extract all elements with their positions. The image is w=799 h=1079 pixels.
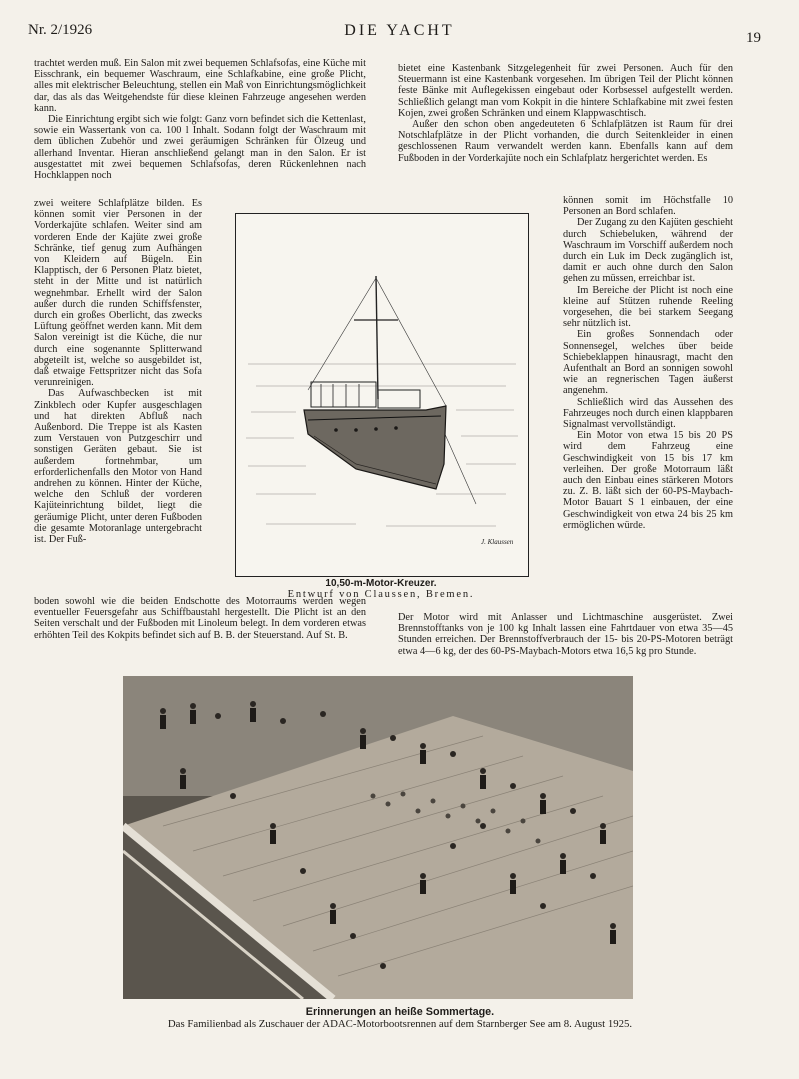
- left-column-top: [34, 58, 366, 181]
- issue-number: Nr. 2/1926: [28, 22, 93, 38]
- paragraph: Der Zugang zu den Kajüten geschieht durch Schiebeluken, während der Waschraum im Vorschiff außerdem noch durch ein Luk im Deck zugänglich ist, damit er auch ohne durch den Salon gehen zu müssen, erreichbar ist.: [563, 217, 733, 285]
- boat-drawing: [236, 214, 528, 576]
- right-column-narrow: [563, 195, 733, 531]
- paragraph: Die Einrichtung ergibt sich wie folgt: Ganz vorn befindet sich die Kettenlast, sowie ein Wassertank von ca. 100 l Inhalt. Sodann folgt der Waschraum mit dem üblichen Zubehör und zwei geräumigen Schränken für Ölzeug und allerhand Inventar. Hieran anschließend gelangt man in den Salon. Er ist ausgestattet mit zwei bequemen Schlafsofas, deren Rückenlehnen nach Hochklappen noch: [34, 114, 366, 182]
- regatta-photograph: [123, 676, 633, 999]
- artist-signature: J. Klaussen: [481, 538, 514, 546]
- paragraph: Außer den schon oben angedeuteten 6 Schlafplätzen ist Raum für drei Notschlafplätze in der Plicht vorhanden, die durch Seitenkleider in einen geschlossenen Raum verwandelt werden kann. Ebenfalls kann auf dem Fußboden in der Vorderkajüte noch ein Schlafplatz hergerichtet werden. Es: [398, 119, 733, 164]
- paragraph: Das Aufwaschbecken ist mit Zinkblech oder Kupfer ausgeschlagen und hat direkten Abfluß nach Außenbord. Die Treppe ist als Kasten zum Verstauen von Putzgeschirr und sonstigen Geräten gebaut. Sie ist außerdem fortnehmbar, um erforderlichenfalls den Motor von Hand andrehen zu können. Hinter der Küche, welche den Schluß der vorderen Kajüteinrichtung bildet, liegt die geräumige Plicht, unter deren Fußboden die gesamte Motoranlage untergebracht ist. Der Fuß-: [34, 388, 202, 546]
- photo-caption: [60, 1006, 740, 1030]
- paragraph: Ein großes Sonnendach oder Sonnensegel, welches über beide Schiebeklappen hinausragt, macht den Aufenthalt an Bord an sonnigen sowohl wie an regnerischen Tagen äußerst angenehm.: [563, 329, 733, 397]
- paragraph: können somit im Höchstfalle 10 Personen an Bord schlafen.: [563, 195, 733, 218]
- boat-caption-subtitle: Entwurf von Claussen, Bremen.: [287, 589, 475, 600]
- boat-caption: [232, 578, 530, 600]
- left-column-narrow: [34, 198, 202, 545]
- magazine-title: DIE YACHT: [344, 22, 455, 39]
- left-column-bottom: [34, 596, 366, 641]
- paragraph: trachtet werden muß. Ein Salon mit zwei bequemen Schlafsofas, eine Küche mit Eisschrank, ein bequemer Waschraum, eine Schlafkabine, eine große Plicht, alles mit elektrischer Beleuchtung, stellen ein Maß von Einrichtungsmöglichkeit dar, das als das Weitgehendste für diese kleinen Fahrzeuge angesehen werden kann.: [34, 58, 366, 114]
- right-column-top: [398, 63, 733, 164]
- boat-illustration: [235, 213, 529, 577]
- paragraph: Der Motor wird mit Anlasser und Lichtmaschine ausgerüstet. Zwei Brennstofftanks von je 100 kg Inhalt lassen eine Fahrtdauer von etwa 35—45 Stunden erreichen. Der Brennstoffverbrauch der 15- bis 20-PS-Motoren beträgt etwa 4—6 kg, der des 60-PS-Maybach-Motors etwa 16,5 kg pro Stunde.: [398, 612, 733, 657]
- paragraph: Schließlich wird das Aussehen des Fahrzeuges noch durch einen klappbaren Signalmast vervollständigt.: [563, 396, 733, 431]
- right-column-bottom: [398, 612, 733, 657]
- page-number: 19: [746, 30, 761, 46]
- boat-caption-title: 10,50-m-Motor-Kreuzer.: [325, 578, 437, 589]
- photo-caption-subtitle: Das Familienbad als Zuschauer der ADAC-Motorbootsrennen auf dem Starnberger See am 8. August 1925.: [167, 1018, 633, 1030]
- paragraph: boden sowohl wie die beiden Endschotte des Motorraums werden wegen eventueller Feuersgefahr aus Schiffbaustahl hergestellt. Die Plicht ist an den Seiten verschalt und der Fußboden mit Linoleum belegt. In dem vorderen etwas erhöhten Teil des Kokpits befindet sich auf B. B. der Steuerstand. Auf St. B.: [34, 596, 366, 641]
- paragraph: zwei weitere Schlafplätze bilden. Es können somit vier Personen in der Vorderkajüte schlafen. Weiter sind am vorderen Ende der Kajüte zwei große Schränke, tief genug zum Aufhängen von Kleidern auf Bügeln. Ein Klapptisch, der 6 Personen Platz bietet, steht in der Mitte und ist natürlich wegnehmbar. Erhellt wird der Salon außer durch die runden Schiffsfenster, durch ein großes Oberlicht, das zwecks Lüftung geöffnet werden kann. Mit dem Salon vereinigt ist die Küche, die nur durch eine sogenannte Splitterwand abgeteilt ist, welche so ausgebildet ist, daß etwaige Fettspritzer nicht das Sofa verunreinigen.: [34, 198, 202, 389]
- paragraph: Ein Motor von etwa 15 bis 20 PS wird dem Fahrzeug eine Geschwindigkeit von 15 bis 17 km verleihen. Der große Motorraum läßt auch den Einbau eines stärkeren Motors zu. Z. B. läßt sich der 60-PS-Maybach-Motor Bauart S 1 einbauen, der eine Geschwindigkeit von etwa 24 bis 25 km ermöglichen würde.: [563, 430, 733, 531]
- paragraph: Im Bereiche der Plicht ist noch eine kleine auf Stützen ruhende Reeling vorgesehen, die bei starkem Seegang sehr nützlich ist.: [563, 284, 733, 330]
- paragraph: bietet eine Kastenbank Sitzgelegenheit für zwei Personen. Auch für den Steuermann ist eine Kastenbank vorgesehen. Im übrigen Teil der Plicht können feste Bänke mit Auflegekissen eingebaut oder Korbsessel aufgestellt werden. Schließlich gelangt man vom Kokpit in die hintere Schlafkabine mit zwei festen Kojen, zwei großen Schränken und einem Klappwaschtisch.: [398, 63, 733, 119]
- photo-drawing: [123, 676, 633, 999]
- photo-caption-title: Erinnerungen an heiße Sommertage.: [305, 1006, 495, 1018]
